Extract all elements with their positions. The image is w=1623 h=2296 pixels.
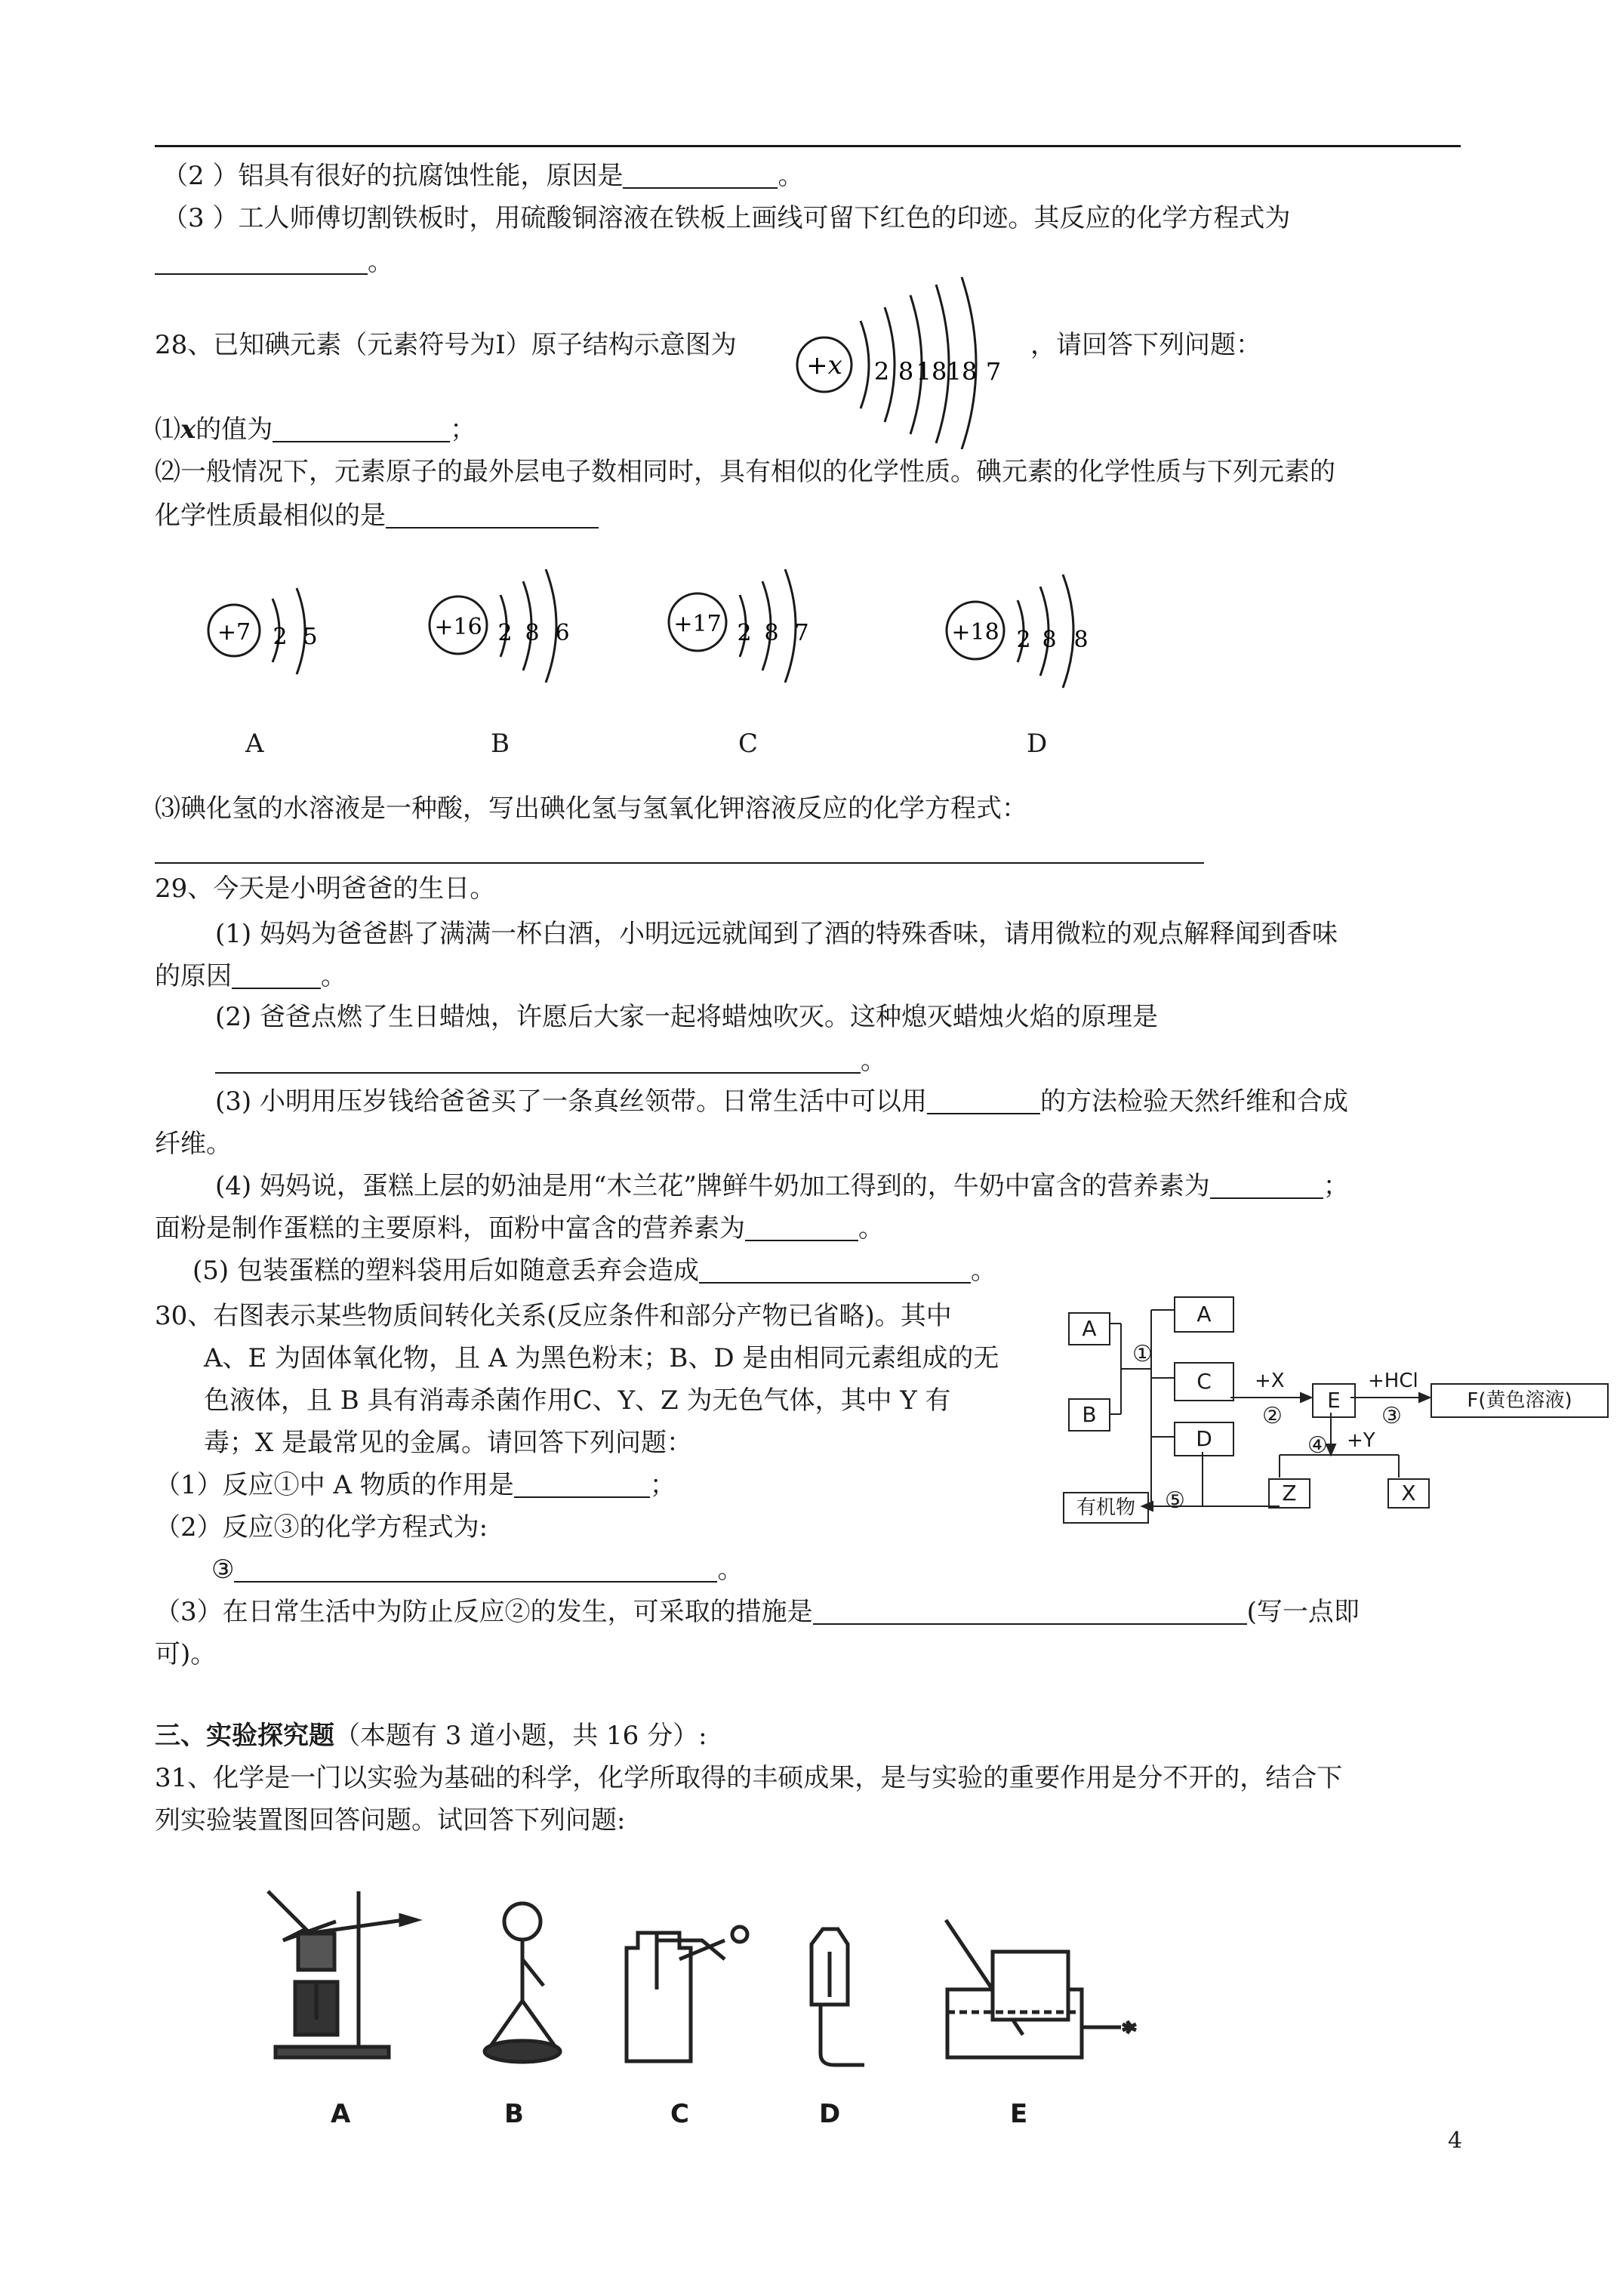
answer-blank[interactable] [273, 415, 450, 442]
q29-p4-end2: 。 [858, 1213, 884, 1244]
option-A-letter[interactable]: A [245, 729, 264, 759]
q28-p1-num: ⑴ [155, 415, 180, 445]
q29-p5-end: 。 [970, 1256, 996, 1286]
q29-p1-end: 。 [321, 961, 346, 991]
section-3-title: 三、实验探究题 [155, 1721, 334, 1751]
reaction-2-label: ② [1262, 1403, 1283, 1429]
q31-line2: 列实验装置图回答问题。试回答下列问题: [155, 1805, 626, 1835]
q29-p1-text: 的原因 [155, 961, 232, 991]
option-D-letter[interactable]: D [1027, 729, 1048, 759]
shell-count: 18 [946, 357, 978, 386]
q29-p5-text: (5) 包装蛋糕的塑料袋用后如随意丢弃会造成 [192, 1256, 699, 1286]
shell-count: 8 [1073, 627, 1089, 653]
apparatus-D-drawing [781, 1922, 872, 2069]
answer-blank[interactable] [232, 962, 321, 989]
answer-line[interactable] [155, 862, 1204, 864]
q29-p4-text: (4) 妈妈说，蛋糕上层的奶油是用“木兰花”牌鲜牛奶加工得到的，牛奶中富含的营养素为 [215, 1171, 1210, 1201]
q27-line4 [155, 246, 393, 278]
q30-p3-text2: (写一点即 [1246, 1597, 1360, 1627]
reaction-5-label: ⑤ [1165, 1487, 1185, 1514]
q30-p2-answer [211, 1554, 743, 1586]
shell-count: 7 [794, 620, 809, 646]
q28-p1 [155, 414, 476, 445]
option-nucleus: +7 [217, 619, 251, 646]
shell-count: 2 [737, 620, 752, 646]
node-organic: 有机物 [1063, 1492, 1149, 1524]
apparatus-B-drawing [468, 1891, 581, 2069]
q30-p2-end: 。 [717, 1555, 744, 1585]
node-B: B [1068, 1398, 1110, 1432]
q28-p1-var: x [180, 415, 196, 445]
q29-p4-line1 [215, 1170, 1349, 1202]
answer-blank[interactable] [155, 248, 368, 275]
q28-p2-line1: ⑵一般情况下，元素原子的最外层电子数相同时，具有相似的化学性质。碘元素的化学性质与下列元素的 [155, 457, 1335, 487]
reaction-plusX-label: +X [1255, 1370, 1285, 1392]
option-C-diagram [658, 551, 832, 687]
answer-blank[interactable] [813, 1598, 1247, 1625]
shell-count: 6 [555, 620, 570, 646]
q30-p1 [155, 1469, 676, 1501]
answer-blank[interactable] [745, 1214, 858, 1241]
q29-p3-line2: 纤维。 [155, 1129, 232, 1159]
apparatus-A-label[interactable]: A [331, 2099, 351, 2129]
node-A-left: A [1068, 1312, 1110, 1345]
q30-p2-mark: ③ [211, 1555, 235, 1585]
answer-blank[interactable] [927, 1087, 1040, 1114]
q30-p3 [155, 1596, 1360, 1628]
section-3-note: （本题有 3 道小题，共 16 分）: [334, 1721, 707, 1751]
shell-count: 8 [525, 620, 540, 646]
reaction-plusHCl-label: +HCl [1368, 1370, 1418, 1392]
q27-line2 [162, 160, 803, 192]
option-B-letter[interactable]: B [491, 729, 510, 759]
q29-p3-text: (3) 小明用压岁钱给爸爸买了一条真丝领带。日常生活中可以用 [215, 1086, 927, 1117]
apparatus-C-label[interactable]: C [670, 2099, 689, 2129]
shell-count: 5 [303, 624, 318, 650]
q27-line2-end: 。 [778, 161, 804, 191]
q28-p1-text: 的值为 [196, 415, 273, 445]
answer-blank[interactable] [699, 1256, 971, 1284]
shell-count: 8 [1042, 627, 1057, 653]
q29-p1-line1: (1) 妈妈为爸爸斟了满满一杯白酒，小明远远就闻到了酒的特殊香味，请用微粒的观点解释闻到香味 [215, 919, 1338, 949]
q30-line1: 30、右图表示某些物质间转化关系(反应条件和部分产物已省略)。其中 [155, 1301, 952, 1331]
q30-p2: （2）反应③的化学方程式为: [155, 1512, 488, 1542]
q29-p2-line2 [215, 1045, 886, 1077]
node-Z: Z [1268, 1478, 1310, 1509]
q29-p4-text2: 面粉是制作蛋糕的主要原料，面粉中富含的营养素为 [155, 1213, 745, 1244]
answer-blank[interactable] [1210, 1172, 1323, 1199]
q29-p3-line1 [215, 1086, 1348, 1117]
q27-line3-end: 。 [368, 247, 393, 277]
q29-p2-line1: (2) 爸爸点燃了生日蜡烛，许愿后大家一起将蜡烛吹灭。这种熄灭蜡烛火焰的原理是 [215, 1002, 1158, 1032]
answer-blank[interactable] [623, 162, 778, 189]
option-A-diagram [200, 570, 351, 683]
iodine-nucleus-label: +x [806, 350, 842, 381]
iodine-atom-diagram [785, 268, 1034, 449]
reaction-4-label: ④ [1307, 1432, 1328, 1459]
node-E: E [1312, 1383, 1356, 1418]
q30-line2: A、E 为固体氧化物，且 A 为黑色粉末；B、D 是由相同元素组成的无 [204, 1343, 999, 1373]
q28-intro-text: 28、已知碘元素（元素符号为I）原子结构示意图为 [155, 330, 737, 360]
q28-intro [155, 329, 737, 361]
node-D: D [1174, 1422, 1234, 1456]
answer-blank[interactable] [514, 1471, 650, 1498]
q30-line3: 色液体，且 B 具有消毒杀菌作用C、Y、Z 为无色气体，其中 Y 有 [204, 1385, 951, 1416]
q31-line1: 31、化学是一门以实验为基础的科学，化学所取得的丰硕成果，是与实验的重要作用是分不开的，结合下 [155, 1763, 1343, 1793]
q29-title: 29、今天是小明爸爸的生日。 [155, 874, 496, 904]
shell-count: 2 [1016, 627, 1031, 653]
apparatus-B-label[interactable]: B [504, 2099, 524, 2129]
shell-arc [1063, 575, 1073, 688]
answer-blank[interactable] [386, 501, 599, 529]
shell-count: 2 [273, 624, 288, 650]
shell-count: 2 [873, 357, 890, 386]
option-nucleus: +17 [673, 611, 722, 637]
q29-p1-line2 [155, 960, 346, 992]
q30-p1-end: ； [649, 1470, 676, 1500]
q29-p5 [192, 1255, 996, 1287]
reaction-3-label: ③ [1381, 1403, 1402, 1429]
q29-p4-end: ； [1323, 1171, 1349, 1201]
option-C-letter[interactable]: C [738, 729, 759, 759]
q29-p3-text2: 的方法检验天然纤维和合成 [1039, 1086, 1348, 1117]
option-nucleus: +16 [434, 614, 482, 640]
reaction-plusY-label: +Y [1347, 1429, 1375, 1452]
q29-p4-line2 [155, 1213, 884, 1244]
option-nucleus: +18 [951, 619, 999, 646]
node-F: F(黄色溶液) [1431, 1383, 1609, 1418]
apparatus-E-label[interactable]: E [1010, 2099, 1028, 2129]
q30-p1-text: （1）反应①中 A 物质的作用是 [155, 1470, 514, 1500]
q27-line2-text: （2 ）铝具有很好的抗腐蚀性能，原因是 [162, 161, 624, 191]
shell-count: 2 [497, 620, 513, 646]
shell-count: 8 [764, 620, 779, 646]
apparatus-A-drawing [253, 1869, 442, 2069]
q30-line4: 毒；X 是最常见的金属。请回答下列问题： [204, 1428, 693, 1458]
node-X: X [1387, 1478, 1430, 1509]
section-3-heading [155, 1720, 707, 1752]
answer-blank[interactable] [234, 1555, 717, 1583]
q29-p2-end: 。 [861, 1046, 886, 1076]
shell-count: 18 [916, 357, 947, 386]
q30-p3-line2: 可)。 [155, 1639, 217, 1669]
node-A-right: A [1174, 1296, 1234, 1333]
page-number: 4 [1448, 2128, 1463, 2154]
apparatus-C-drawing [611, 1918, 755, 2069]
header-rule [155, 145, 1461, 147]
apparatus-E-drawing [932, 1906, 1144, 2069]
q28-p2-line2 [155, 500, 599, 532]
shell-arc [861, 321, 869, 408]
q27-line3: （3 ）工人师傅切割铁板时，用硫酸铜溶液在铁板上画线可留下红色的印迹。其反应的化学方程式为 [162, 203, 1291, 233]
q30-p3-text: （3）在日常生活中为防止反应②的发生，可采取的措施是 [155, 1597, 813, 1627]
apparatus-D-label[interactable]: D [819, 2099, 841, 2129]
reaction-1-label: ① [1132, 1341, 1153, 1367]
q28-p3: ⑶碘化氢的水溶液是一种酸，写出碘化氢与氢氧化钾溶液反应的化学方程式： [155, 794, 1027, 824]
option-B-diagram [419, 551, 593, 687]
answer-blank[interactable] [215, 1046, 861, 1074]
q28-p1-end: ； [450, 415, 476, 445]
shell-count: 8 [898, 357, 914, 386]
q28-p2-text: 化学性质最相似的是 [155, 501, 386, 531]
node-C: C [1174, 1362, 1234, 1401]
option-D-diagram [936, 555, 1110, 691]
q28-intro-end: ，请回答下列问题： [1030, 330, 1261, 360]
shell-count: 7 [985, 357, 1002, 386]
